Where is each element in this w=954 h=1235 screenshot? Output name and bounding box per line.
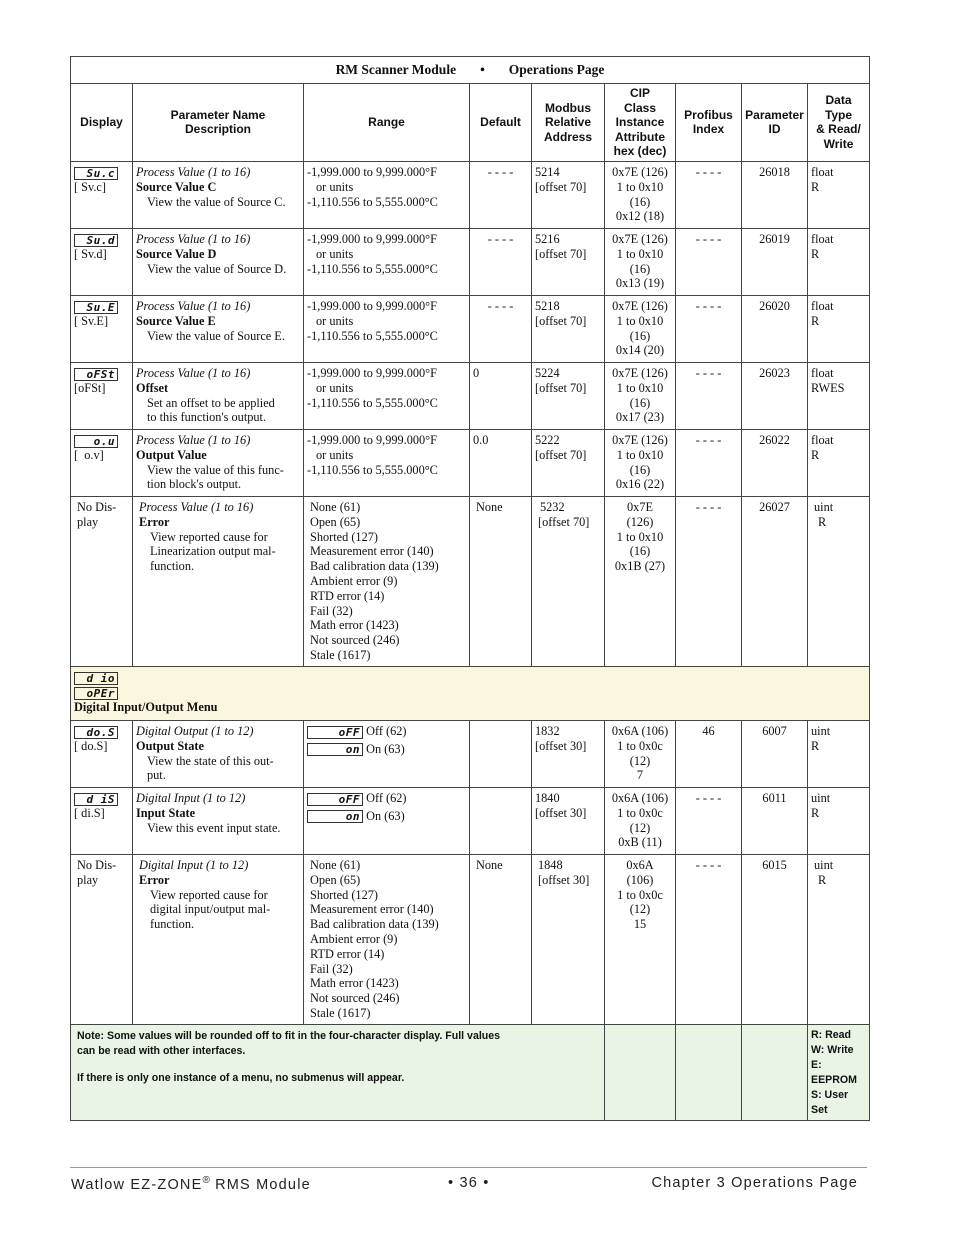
table-row [71,496,870,666]
option-code: oFF [307,793,363,806]
param-id-cell: 6011 [742,787,808,854]
display-cell [71,429,133,496]
param-id-cell: 26023 [742,362,808,429]
display-code: oFSt [74,368,118,381]
page-name: Operations Page [508,61,605,77]
range-cell: -1,999.000 to 9,999.000°F or units -1,110.556 to 5,555.000°C [304,429,470,496]
param-cell: Process Value (1 to 16) Source Value C View the value of Source C. [133,161,304,228]
display-code: d iS [74,793,118,806]
display-code: o.u [74,435,118,448]
table-row [71,362,870,429]
menu-label: Digital Input/Output Menu [74,699,218,714]
option-code: oFF [307,726,363,739]
cip-cell: 0x6A (106) 1 to 0x0c (12) 0xB (11) [605,787,676,854]
table-row [71,854,870,1024]
display-code: Su.E [74,301,118,314]
header-modbus: Modbus Relative Address [532,84,605,162]
menu-header-row [71,666,870,720]
cip-cell: 0x7E (126) 1 to 0x10 (16) 0x13 (19) [605,228,676,295]
display-cell: No Dis- play [71,854,133,1024]
note-blank-cell [605,1024,676,1120]
footer-rule [70,1167,867,1168]
param-id-cell: 6007 [742,720,808,787]
profibus-cell: - - - - [676,161,742,228]
dtype-cell: uint R [808,496,870,666]
range-cell: oFF Off (62) on On (63) [304,787,470,854]
param-id-cell: 26022 [742,429,808,496]
range-cell: -1,999.000 to 9,999.000°F or units -1,110.556 to 5,555.000°C [304,362,470,429]
note-cell: Note: Some values will be rounded off to fit in the four-character display. Full values can be read with other interfaces. If there is only one instance of a menu, no submenus will appear. [71,1024,605,1120]
table-title [71,57,870,84]
profibus-cell: - - - - [676,228,742,295]
cip-cell: 0x7E (126) 1 to 0x10 (16) 0x12 (18) [605,161,676,228]
footer-page-number: • 36 • [448,1175,490,1191]
profibus-cell: 46 [676,720,742,787]
default-cell: None [470,496,532,666]
header-data-type: Data Type & Read/ Write [808,84,870,162]
param-id-cell: 26019 [742,228,808,295]
display-label: [oFSt] [74,380,106,395]
table-row [71,295,870,362]
range-cell: -1,999.000 to 9,999.000°F or units -1,110.556 to 5,555.000°C [304,295,470,362]
param-id-cell: 26027 [742,496,808,666]
cip-cell: 0x7E (126) 1 to 0x10 (16) 0x14 (20) [605,295,676,362]
header-display: Display [71,84,133,162]
display-cell: No Dis- play [71,496,133,666]
param-cell: Process Value (1 to 16) Output Value View the value of this func- tion block's output. [133,429,304,496]
default-cell: 0.0 [470,429,532,496]
display-label: [ do.S] [74,738,108,753]
dtype-cell: float R [808,228,870,295]
param-cell: Process Value (1 to 16) Source Value E View the value of Source E. [133,295,304,362]
modbus-cell: 5222 [offset 70] [532,429,605,496]
display-label: [ di.S] [74,805,105,820]
profibus-cell: - - - - [676,362,742,429]
modbus-cell: 5218 [offset 70] [532,295,605,362]
table-row [71,228,870,295]
display-cell [71,362,133,429]
table-row [71,161,870,228]
range-cell: None (61) Open (65) Shorted (127) Measurement error (140) Bad calibration data (139) Ambient error (9) RTD error (14) Fail (32) Math error (1423) Not sourced (246) Stale (1617) [304,496,470,666]
range-cell: oFF Off (62) on On (63) [304,720,470,787]
profibus-cell: - - - - [676,787,742,854]
display-label: [ Sv.c] [74,179,106,194]
table-row [71,720,870,787]
param-cell: Process Value (1 to 16) Source Value D View the value of Source D. [133,228,304,295]
note-row [71,1024,870,1120]
option-code: on [307,743,363,756]
menu-code-2: oPEr [74,687,118,700]
menu-header [71,666,870,720]
display-cell [71,161,133,228]
note-blank-cell [676,1024,742,1120]
display-code: Su.d [74,234,118,247]
dtype-cell: uint R [808,787,870,854]
cip-cell: 0x7E (126) 1 to 0x10 (16) 0x17 (23) [605,362,676,429]
modbus-cell: 5214 [offset 70] [532,161,605,228]
param-cell: Process Value (1 to 16) Error View reported cause for Linearization output mal- function. [133,496,304,666]
menu-code-1: d io [74,672,118,685]
range-cell: -1,999.000 to 9,999.000°F or units -1,110.556 to 5,555.000°C [304,161,470,228]
modbus-cell: 1832 [offset 30] [532,720,605,787]
param-id-cell: 26018 [742,161,808,228]
header-cip: CIP Class Instance Attribute hex (dec) [605,84,676,162]
display-label: [ Sv.d] [74,246,107,261]
profibus-cell: - - - - [676,295,742,362]
profibus-cell: - - - - [676,854,742,1024]
param-cell: Digital Input (1 to 12) Error View reported cause for digital input/output mal- function. [133,854,304,1024]
module-name: RM Scanner Module [335,61,457,77]
footer-left: Watlow EZ-ZONE® RMS Module [71,1175,311,1193]
modbus-cell: 1848 [offset 30] [532,854,605,1024]
dtype-cell: float R [808,295,870,362]
header-row [71,84,870,162]
display-cell [71,720,133,787]
default-cell: - - - - [470,161,532,228]
footer-right: Chapter 3 Operations Page [651,1175,858,1191]
default-cell: None [470,854,532,1024]
profibus-cell: - - - - [676,429,742,496]
table-title-row [71,57,870,84]
header-param-name: Parameter Name Description [133,84,304,162]
range-cell: None (61) Open (65) Shorted (127) Measurement error (140) Bad calibration data (139) Ambient error (9) RTD error (14) Fail (32) Math error (1423) Not sourced (246) Stale (1617) [304,854,470,1024]
note-blank-cell [742,1024,808,1120]
header-profibus: Profibus Index [676,84,742,162]
default-cell: - - - - [470,228,532,295]
header-range: Range [304,84,470,162]
dtype-cell: float R [808,161,870,228]
param-cell: Digital Input (1 to 12) Input State View this event input state. [133,787,304,854]
default-cell: - - - - [470,295,532,362]
dtype-cell: float RWES [808,362,870,429]
display-code: Su.c [74,167,118,180]
display-label: [ o.v] [74,447,104,462]
param-cell: Process Value (1 to 16) Offset Set an offset to be applied to this function's output. [133,362,304,429]
header-param-id: Parameter ID [742,84,808,162]
display-cell [71,295,133,362]
modbus-cell: 5216 [offset 70] [532,228,605,295]
cip-cell: 0x7E (126) 1 to 0x10 (16) 0x1B (27) [605,496,676,666]
operations-table [70,56,870,1121]
option-code: on [307,810,363,823]
modbus-cell: 1840 [offset 30] [532,787,605,854]
dtype-cell: float R [808,429,870,496]
display-code: do.S [74,726,118,739]
default-cell [470,787,532,854]
default-cell: 0 [470,362,532,429]
dtype-cell: uint R [808,854,870,1024]
profibus-cell: - - - - [676,496,742,666]
table-row [71,429,870,496]
display-label: [ Sv.E] [74,313,109,328]
legend-cell: R: Read W: Write E: EEPROM S: User Set [808,1024,870,1120]
default-cell [470,720,532,787]
range-cell: -1,999.000 to 9,999.000°F or units -1,110.556 to 5,555.000°C [304,228,470,295]
param-id-cell: 26020 [742,295,808,362]
modbus-cell: 5232 [offset 70] [532,496,605,666]
param-id-cell: 6015 [742,854,808,1024]
cip-cell: 0x7E (126) 1 to 0x10 (16) 0x16 (22) [605,429,676,496]
param-cell: Digital Output (1 to 12) Output State View the state of this out- put. [133,720,304,787]
cip-cell: 0x6A (106) 1 to 0x0c (12) 7 [605,720,676,787]
table-row [71,787,870,854]
modbus-cell: 5224 [offset 70] [532,362,605,429]
title-bullet: • [480,61,485,77]
cip-cell: 0x6A (106) 1 to 0x0c (12) 15 [605,854,676,1024]
display-cell [71,787,133,854]
dtype-cell: uint R [808,720,870,787]
header-default: Default [470,84,532,162]
display-cell [71,228,133,295]
